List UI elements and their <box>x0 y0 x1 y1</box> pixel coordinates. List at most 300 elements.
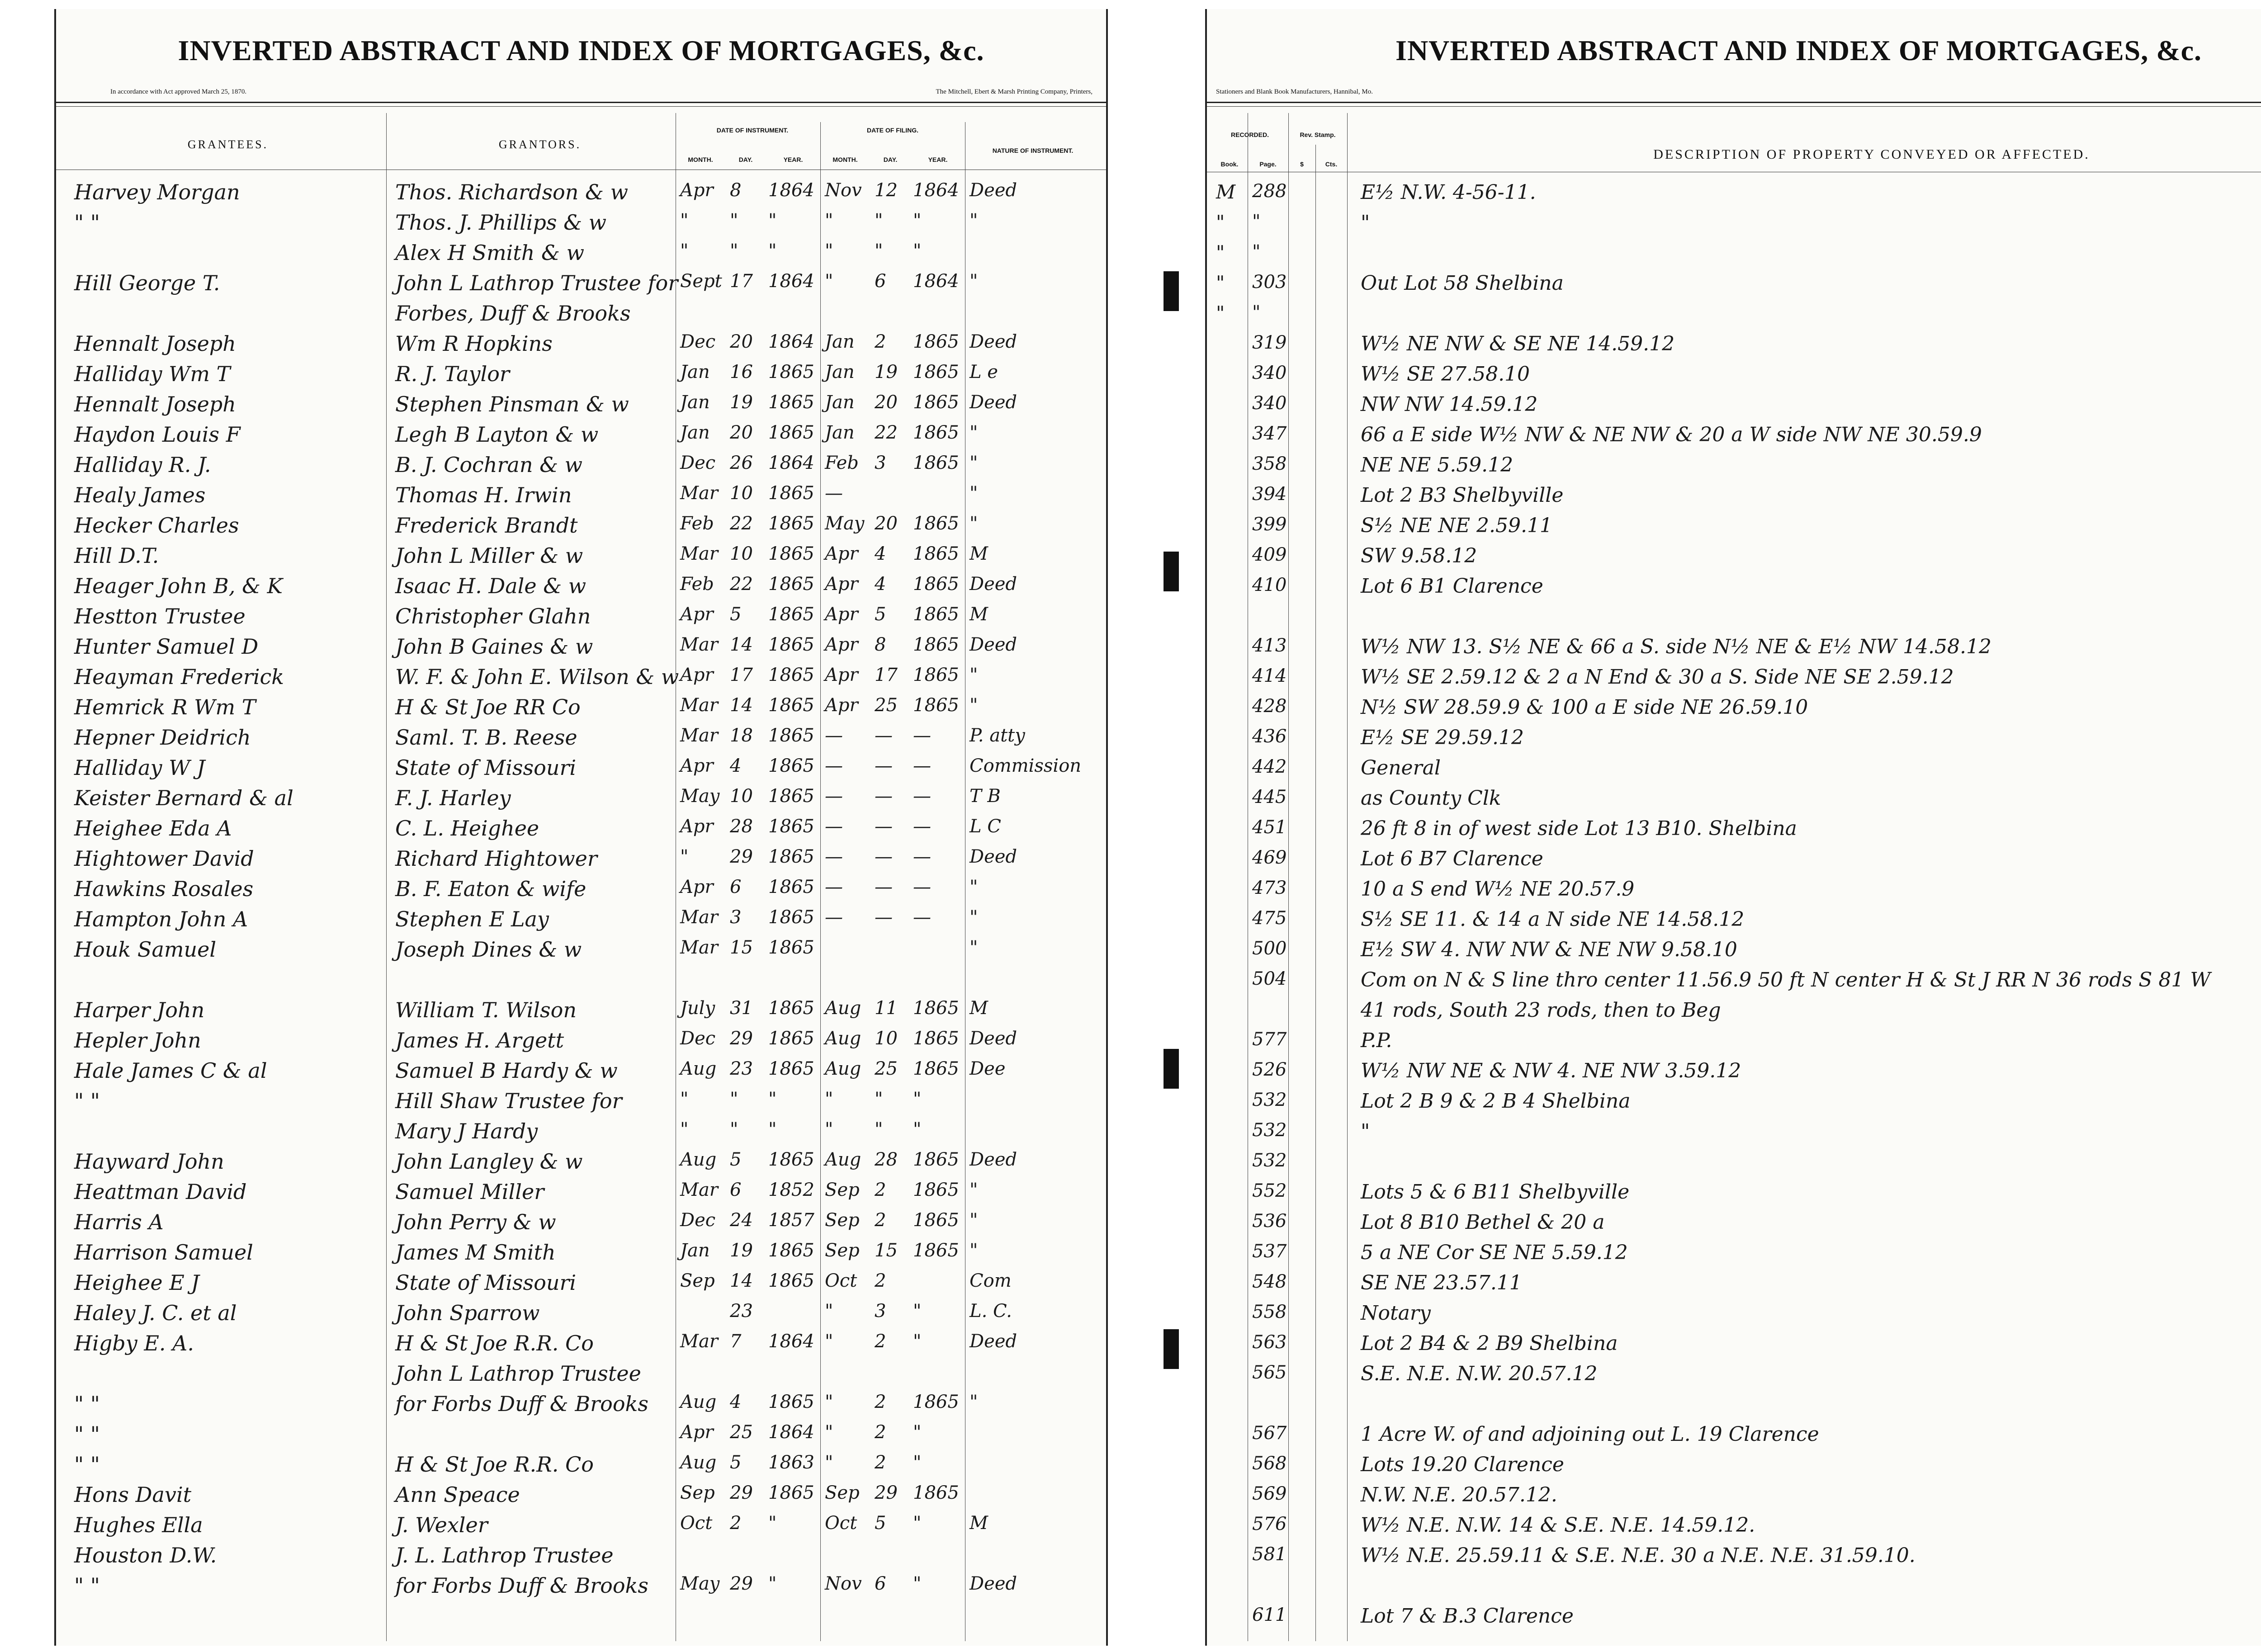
grantors-header: GRANTORS. <box>498 138 582 151</box>
property-description-cell: Lot 2 B4 & 2 B9 Shelbina <box>1361 1332 1618 1355</box>
grantee-cell: Houk Samuel <box>74 937 217 962</box>
filing-day-cell: 6 <box>875 271 886 292</box>
grantor-cell: James M Smith <box>395 1240 556 1265</box>
property-description-cell: NW NW 14.59.12 <box>1361 393 1538 416</box>
page-cell: 358 <box>1252 453 1287 474</box>
instrument-year-cell: 1864 <box>768 1331 814 1352</box>
filing-day-cell: 5 <box>875 1513 886 1534</box>
instrument-day-cell: 10 <box>730 786 753 807</box>
grantee-cell: Hemrick R Wm T <box>74 695 256 719</box>
ledger-row <box>1207 1514 2261 1543</box>
instrument-year-cell: 1857 <box>768 1210 814 1231</box>
ledger-row <box>56 968 1106 996</box>
property-description-cell: 26 ft 8 in of west side Lot 13 B10. Shelbina <box>1361 817 1797 840</box>
filing-year-cell: " <box>913 1301 922 1322</box>
grantee-cell: Halliday W J <box>74 755 205 780</box>
filing-year-cell: 1865 <box>913 634 959 655</box>
nature-cell: " <box>970 1240 978 1261</box>
grantee-cell: Heayman Frederick <box>74 665 284 689</box>
grantor-cell: Samuel Miller <box>395 1180 544 1204</box>
filing-year-cell: 1865 <box>913 574 959 595</box>
ledger-row <box>56 331 1106 360</box>
grantor-cell: Samuel B Hardy & w <box>395 1058 618 1083</box>
instrument-year-cell: 1865 <box>768 816 814 837</box>
left-page-title: INVERTED ABSTRACT AND INDEX OF MORTGAGES, &c. <box>178 34 984 66</box>
instrument-day-cell: " <box>730 241 738 261</box>
grantor-cell: Thos. Richardson & w <box>395 180 628 204</box>
ledger-row <box>56 362 1106 391</box>
grantee-cell: Halliday Wm T <box>74 362 231 386</box>
ledger-row <box>56 1301 1106 1330</box>
grantees-header: GRANTEES. <box>187 138 269 151</box>
ledger-row <box>56 755 1106 784</box>
property-description-cell: Notary <box>1361 1302 1431 1325</box>
page-header: Page. <box>1259 160 1277 168</box>
instrument-day-cell: 14 <box>730 634 753 655</box>
filing-month-cell: — <box>825 846 843 867</box>
filing-day-cell: — <box>875 846 893 867</box>
filing-day-cell: 19 <box>875 362 898 382</box>
ledger-row <box>56 725 1106 754</box>
grantor-cell: John L Lathrop Trustee for <box>395 271 678 295</box>
grantee-cell: Heighee E J <box>74 1270 199 1295</box>
ledger-row <box>56 513 1106 542</box>
ledger-row <box>1207 1423 2261 1452</box>
filing-month-cell: Apr <box>825 604 858 625</box>
property-description-cell: 41 rods, South 23 rods, then to Beg <box>1361 999 1721 1022</box>
instrument-year-cell: 1864 <box>768 1422 814 1443</box>
filing-year-cell: 1864 <box>913 271 959 292</box>
page-cell: 558 <box>1252 1302 1287 1322</box>
instrument-day-cell: 17 <box>730 271 753 292</box>
nature-cell: L e <box>970 362 998 382</box>
property-description-cell: Lots 19.20 Clarence <box>1361 1453 1564 1476</box>
nature-cell: Deed <box>970 331 1017 352</box>
property-description-cell: General <box>1361 756 1441 779</box>
ledger-row <box>56 241 1106 269</box>
filing-day-cell: — <box>875 816 893 837</box>
filing-month-cell: " <box>825 1331 833 1352</box>
grantor-cell: John Perry & w <box>395 1210 556 1234</box>
year-header-1: YEAR. <box>783 156 803 163</box>
grantee-cell: Hennalt Joseph <box>74 331 236 356</box>
page-cell: 567 <box>1252 1423 1287 1444</box>
ledger-row <box>1207 1090 2261 1119</box>
grantor-cell: Joseph Dines & w <box>395 937 582 962</box>
instrument-year-cell: 1865 <box>768 422 814 443</box>
filing-year-cell: 1865 <box>913 543 959 564</box>
instrument-month-cell: Dec <box>680 453 716 473</box>
filing-year-cell: " <box>913 1452 922 1473</box>
instrument-day-cell: 7 <box>730 1331 742 1352</box>
instrument-month-cell: " <box>680 846 689 867</box>
date-filing-header: DATE OF FILING. <box>866 127 919 134</box>
instrument-year-cell: 1865 <box>768 392 814 413</box>
filing-day-cell: 17 <box>875 665 898 685</box>
property-description-cell: S.E. N.E. N.W. 20.57.12 <box>1361 1362 1598 1385</box>
grantor-cell: Forbes, Duff & Brooks <box>395 301 631 326</box>
nature-cell: M <box>970 543 988 564</box>
ledger-row <box>1207 272 2261 301</box>
ledger-row <box>56 1270 1106 1299</box>
instrument-year-cell: 1852 <box>768 1180 814 1200</box>
book-header: Book. <box>1220 160 1239 168</box>
instrument-month-cell: Feb <box>680 574 714 595</box>
filing-day-cell: 4 <box>875 543 886 564</box>
filing-month-cell: Apr <box>825 695 858 716</box>
grantor-cell: Frederick Brandt <box>395 513 578 538</box>
property-description-cell: E½ N.W. 4-56-11. <box>1361 181 1536 204</box>
page-cell: 500 <box>1252 938 1287 959</box>
ledger-row <box>1207 635 2261 664</box>
instrument-month-cell: Apr <box>680 1422 714 1443</box>
grantor-cell: Saml. T. B. Reese <box>395 725 577 750</box>
instrument-day-cell: 26 <box>730 453 753 473</box>
nature-cell: " <box>970 907 978 928</box>
filing-day-cell: 25 <box>875 1058 898 1079</box>
ledger-row <box>1207 1150 2261 1179</box>
filing-month-cell: Jan <box>825 331 855 352</box>
instrument-year-cell: 1865 <box>768 543 814 564</box>
instrument-year-cell: 1865 <box>768 998 814 1019</box>
instrument-month-cell: Dec <box>680 1210 716 1231</box>
property-description-cell: W½ SE 27.58.10 <box>1361 363 1530 386</box>
instrument-month-cell: " <box>680 210 689 231</box>
nature-cell: Commission <box>970 755 1082 776</box>
grantee-cell: Hill George T. <box>74 271 220 295</box>
instrument-year-cell: 1865 <box>768 1392 814 1412</box>
grantee-cell: Hestton Trustee <box>74 604 246 628</box>
instrument-month-cell: Apr <box>680 816 714 837</box>
ledger-row <box>1207 666 2261 694</box>
ledger-row <box>1207 514 2261 543</box>
filing-day-cell: 2 <box>875 1452 886 1473</box>
binding-mark <box>1164 552 1179 591</box>
nature-cell: M <box>970 604 988 625</box>
grantee-cell: Hawkins Rosales <box>74 877 254 901</box>
filing-year-cell: 1865 <box>913 665 959 685</box>
instrument-month-cell: Apr <box>680 665 714 685</box>
ledger-row <box>56 301 1106 330</box>
filing-month-cell: Aug <box>825 1058 861 1079</box>
filing-day-cell: 15 <box>875 1240 898 1261</box>
instrument-month-cell: Jan <box>680 362 710 382</box>
property-description-cell: Lots 5 & 6 B11 Shelbyville <box>1361 1180 1630 1204</box>
instrument-year-cell: 1863 <box>768 1452 814 1473</box>
ledger-row <box>56 543 1106 572</box>
ledger-row <box>56 1361 1106 1390</box>
page-cell: 436 <box>1252 726 1287 747</box>
page-cell: 413 <box>1252 635 1287 656</box>
nature-cell: Deed <box>970 846 1017 867</box>
filing-month-cell: — <box>825 725 843 746</box>
grantor-cell: Hill Shaw Trustee for <box>395 1089 622 1113</box>
property-description-cell: W½ N.E. 25.59.11 & S.E. N.E. 30 a N.E. N.E. 31.59.10. <box>1361 1544 1916 1567</box>
filing-day-cell: 2 <box>875 1392 886 1412</box>
recorded-header: RECORDED. <box>1230 131 1269 138</box>
instrument-year-cell: 1865 <box>768 755 814 776</box>
instrument-year-cell: " <box>768 210 777 231</box>
ledger-row <box>56 816 1106 845</box>
filing-month-cell: Aug <box>825 1028 861 1049</box>
filing-day-cell: 2 <box>875 331 886 352</box>
filing-month-cell: — <box>825 483 843 504</box>
property-description-cell: Lot 2 B 9 & 2 B 4 Shelbina <box>1361 1090 1631 1113</box>
filing-year-cell: 1865 <box>913 1058 959 1079</box>
grantor-cell: John B Gaines & w <box>395 634 593 659</box>
instrument-day-cell: " <box>730 1089 738 1109</box>
filing-day-cell: 29 <box>875 1482 898 1503</box>
instrument-month-cell: Mar <box>680 907 718 928</box>
grantee-cell: Harris A <box>74 1210 164 1234</box>
filing-year-cell: " <box>913 1331 922 1352</box>
property-description-cell: Lot 8 B10 Bethel & 20 a <box>1361 1211 1605 1234</box>
page-cell: 288 <box>1252 181 1287 202</box>
page-cell: 428 <box>1252 696 1287 717</box>
page-cell: 410 <box>1252 575 1287 595</box>
property-description-cell: Out Lot 58 Shelbina <box>1361 272 1564 295</box>
grantee-cell: Hayward John <box>74 1149 224 1174</box>
grantor-cell: James H. Argett <box>395 1028 564 1053</box>
right-header-rule-thin <box>1207 106 2261 107</box>
grantor-cell: for Forbs Duff & Brooks <box>395 1573 649 1598</box>
filing-month-cell: — <box>825 755 843 776</box>
grantee-cell: Higby E. A. <box>74 1331 194 1355</box>
property-description-cell: E½ SE 29.59.12 <box>1361 726 1524 749</box>
filing-year-cell: " <box>913 210 922 231</box>
instrument-day-cell: 3 <box>730 907 742 928</box>
nature-cell: Deed <box>970 634 1017 655</box>
nature-cell: " <box>970 513 978 534</box>
filing-day-cell: 20 <box>875 513 898 534</box>
ledger-row <box>1207 968 2261 997</box>
property-description-cell: W½ N.E. N.W. 14 & S.E. N.E. 14.59.12. <box>1361 1514 1755 1537</box>
filing-month-cell: Jan <box>825 392 855 413</box>
filing-year-cell: 1865 <box>913 604 959 625</box>
filing-day-cell: — <box>875 786 893 807</box>
filing-month-cell: Feb <box>825 453 859 473</box>
instrument-month-cell: Jan <box>680 1240 710 1261</box>
grantor-cell: H & St Joe RR Co <box>395 695 581 719</box>
nature-cell: Deed <box>970 1149 1017 1170</box>
filing-month-cell: " <box>825 271 833 292</box>
filing-year-cell: 1865 <box>913 695 959 716</box>
ledger-row <box>1207 1211 2261 1240</box>
filing-year-cell: 1864 <box>913 180 959 201</box>
instrument-day-cell: 19 <box>730 392 753 413</box>
day-header-2: DAY. <box>883 156 898 163</box>
nature-cell: " <box>970 483 978 504</box>
instrument-month-cell: Aug <box>680 1149 717 1170</box>
instrument-year-cell: 1865 <box>768 1058 814 1079</box>
instrument-year-cell: 1865 <box>768 695 814 716</box>
instrument-month-cell: " <box>680 1119 689 1140</box>
page-cell: 475 <box>1252 908 1287 929</box>
instrument-year-cell: 1865 <box>768 725 814 746</box>
instrument-year-cell: " <box>768 241 777 261</box>
property-description-cell: Lot 7 & B.3 Clarence <box>1361 1605 1574 1628</box>
instrument-year-cell: " <box>768 1513 777 1534</box>
grantor-cell: Wm R Hopkins <box>395 331 553 356</box>
instrument-month-cell: May <box>680 1573 720 1594</box>
filing-day-cell: 3 <box>875 453 886 473</box>
property-description-cell: 5 a NE Cor SE NE 5.59.12 <box>1361 1241 1628 1264</box>
grantor-cell: Thomas H. Irwin <box>395 483 572 507</box>
instrument-year-cell: 1865 <box>768 907 814 928</box>
filing-month-cell: " <box>825 210 833 231</box>
page-cell: 526 <box>1252 1059 1287 1080</box>
grantor-cell: Alex H Smith & w <box>395 241 584 265</box>
filing-month-cell: " <box>825 1119 833 1140</box>
instrument-day-cell: 4 <box>730 1392 742 1412</box>
ledger-row <box>1207 1544 2261 1573</box>
instrument-month-cell: Aug <box>680 1058 717 1079</box>
property-description-cell: NE NE 5.59.12 <box>1361 453 1514 477</box>
filing-year-cell: — <box>913 725 931 746</box>
property-description-cell: W½ NW NE & NW 4. NE NW 3.59.12 <box>1361 1059 1741 1082</box>
grantee-cell: Harvey Morgan <box>74 180 240 204</box>
instrument-day-cell: 29 <box>730 1028 753 1049</box>
instrument-day-cell: 10 <box>730 543 753 564</box>
instrument-month-cell: Mar <box>680 725 718 746</box>
page-cell: 581 <box>1252 1544 1287 1565</box>
grantor-cell: State of Missouri <box>395 1270 577 1295</box>
filing-month-cell: Sep <box>825 1180 860 1200</box>
filing-year-cell: " <box>913 1089 922 1109</box>
instrument-month-cell: Dec <box>680 1028 716 1049</box>
instrument-day-cell: 24 <box>730 1210 753 1231</box>
filing-day-cell: 2 <box>875 1422 886 1443</box>
instrument-year-cell: 1865 <box>768 786 814 807</box>
ledger-row <box>56 1180 1106 1208</box>
instrument-year-cell: 1864 <box>768 271 814 292</box>
filing-day-cell: 12 <box>875 180 898 201</box>
property-description-cell: S½ NE NE 2.59.11 <box>1361 514 1552 537</box>
page-cell: 340 <box>1252 363 1287 383</box>
filing-month-cell: Apr <box>825 574 858 595</box>
left-ledger-page <box>54 9 1108 1646</box>
grantee-cell: Hill D.T. <box>74 543 159 568</box>
grantee-cell: Hepner Deidrich <box>74 725 251 750</box>
filing-month-cell: " <box>825 1452 833 1473</box>
instrument-year-cell: 1865 <box>768 665 814 685</box>
grantee-cell: Hecker Charles <box>74 513 239 538</box>
instrument-month-cell: Mar <box>680 483 718 504</box>
ledger-row <box>1207 908 2261 937</box>
instrument-month-cell: May <box>680 786 720 807</box>
ledger-row <box>1207 726 2261 755</box>
instrument-year-cell: 1864 <box>768 331 814 352</box>
date-instrument-header: DATE OF INSTRUMENT. <box>716 127 789 134</box>
page-cell: 576 <box>1252 1514 1287 1534</box>
instrument-month-cell: Mar <box>680 1180 718 1200</box>
ledger-row <box>56 210 1106 239</box>
instrument-month-cell: Jan <box>680 392 710 413</box>
nature-cell: Deed <box>970 180 1017 201</box>
filing-day-cell: " <box>875 241 883 261</box>
instrument-year-cell: 1865 <box>768 1240 814 1261</box>
ledger-row <box>56 877 1106 906</box>
nature-cell: " <box>970 1180 978 1200</box>
grantee-cell: Hunter Samuel D <box>74 634 259 659</box>
property-description-cell: Lot 6 B1 Clarence <box>1361 575 1543 598</box>
property-description-cell: 10 a S end W½ NE 20.57.9 <box>1361 878 1635 901</box>
instrument-year-cell: 1865 <box>768 1149 814 1170</box>
page-cell: 445 <box>1252 787 1287 807</box>
grantor-cell: C. L. Heighee <box>395 816 539 840</box>
grantee-cell: Hightower David <box>74 846 254 871</box>
filing-month-cell: — <box>825 877 843 897</box>
instrument-year-cell: 1865 <box>768 513 814 534</box>
instrument-day-cell: 10 <box>730 483 753 504</box>
instrument-year-cell: 1865 <box>768 937 814 958</box>
property-description-cell: 1 Acre W. of and adjoining out L. 19 Clarence <box>1361 1423 1819 1446</box>
instrument-month-cell: Sept <box>680 271 722 292</box>
ledger-row <box>56 392 1106 421</box>
binding-mark <box>1164 1049 1179 1089</box>
filing-year-cell: 1865 <box>913 998 959 1019</box>
instrument-year-cell: " <box>768 1573 777 1594</box>
nature-cell: Deed <box>970 1028 1017 1049</box>
filing-day-cell: 6 <box>875 1573 886 1594</box>
instrument-day-cell: " <box>730 1119 738 1140</box>
filing-year-cell: " <box>913 1422 922 1443</box>
filing-year-cell: " <box>913 1573 922 1594</box>
ledger-row <box>56 1452 1106 1481</box>
page-cell: 442 <box>1252 756 1287 777</box>
filing-day-cell: 2 <box>875 1180 886 1200</box>
filing-day-cell: 25 <box>875 695 898 716</box>
filing-year-cell: 1865 <box>913 1149 959 1170</box>
instrument-month-cell: Aug <box>680 1452 717 1473</box>
grantee-cell: Haydon Louis F <box>74 422 241 447</box>
page-cell: 451 <box>1252 817 1287 838</box>
page-cell: 569 <box>1252 1483 1287 1504</box>
instrument-year-cell: 1865 <box>768 1028 814 1049</box>
ledger-row <box>1207 332 2261 361</box>
binding-mark <box>1164 1329 1179 1369</box>
page-cell: 532 <box>1252 1090 1287 1110</box>
filing-month-cell: Aug <box>825 1149 861 1170</box>
nature-cell: Deed <box>970 392 1017 413</box>
grantee-cell: Heager John B, & K <box>74 574 283 598</box>
instrument-day-cell: " <box>730 210 738 231</box>
ledger-row <box>1207 1483 2261 1512</box>
ledger-row <box>1207 938 2261 967</box>
book-cell: " <box>1216 272 1225 294</box>
grantee-cell: Hepler John <box>74 1028 201 1053</box>
filing-year-cell: 1865 <box>913 1028 959 1049</box>
page-cell: " <box>1252 302 1261 323</box>
filing-month-cell: Apr <box>825 634 858 655</box>
instrument-year-cell: 1865 <box>768 1482 814 1503</box>
instrument-day-cell: 19 <box>730 1240 753 1261</box>
grantor-cell: Richard Hightower <box>395 846 597 871</box>
ledger-row <box>56 180 1106 209</box>
filing-year-cell: " <box>913 241 922 261</box>
grantor-cell: John L Miller & w <box>395 543 583 568</box>
instrument-day-cell: 18 <box>730 725 753 746</box>
grantor-cell: H & St Joe R.R. Co <box>395 1331 594 1355</box>
instrument-day-cell: 5 <box>730 604 742 625</box>
year-header-2: YEAR. <box>928 156 948 163</box>
ledger-row <box>56 1331 1106 1360</box>
page-cell: 394 <box>1252 484 1287 505</box>
property-description-cell: W½ SE 2.59.12 & 2 a N End & 30 a S. Side NE SE 2.59.12 <box>1361 666 1954 689</box>
grantor-cell: Mary J Hardy <box>395 1119 538 1143</box>
filing-day-cell: 22 <box>875 422 898 443</box>
instrument-month-cell: Oct <box>680 1513 713 1534</box>
